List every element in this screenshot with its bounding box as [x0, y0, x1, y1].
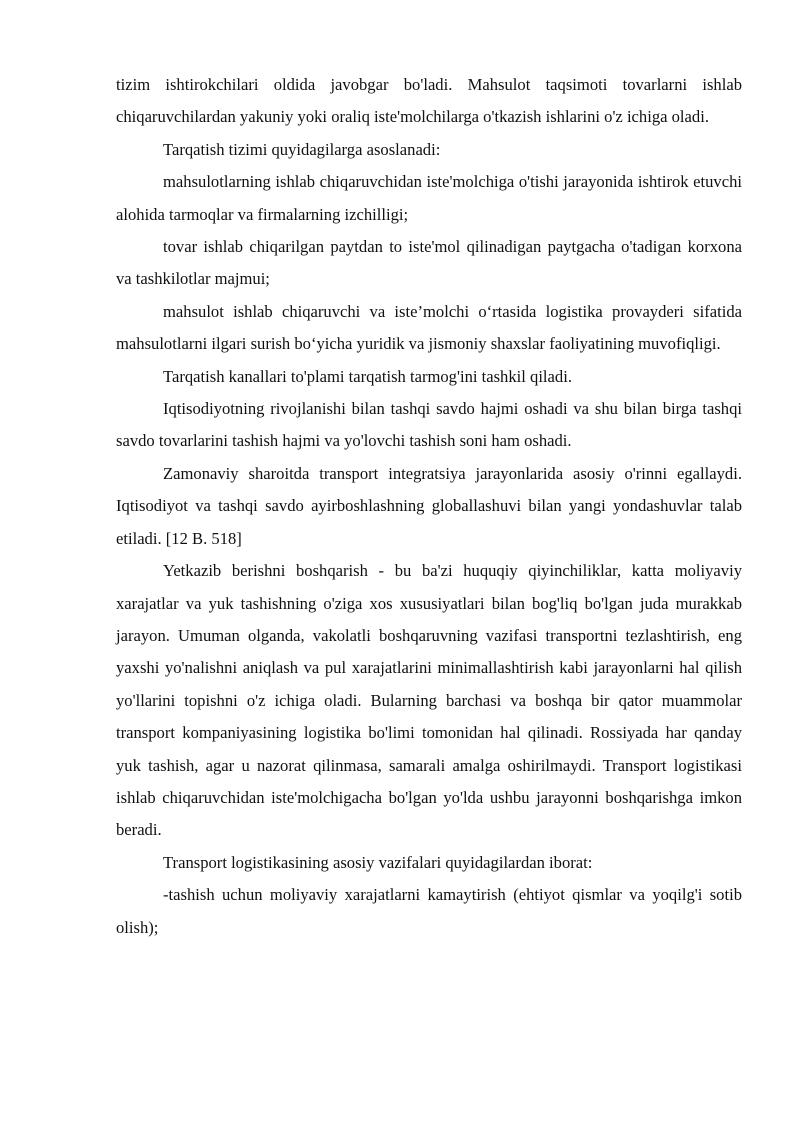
paragraph-3: mahsulotlarning ishlab chiqaruvchidan iste'molchiga o'tishi jarayonida ishtirok etuvchi alohida tarmoqlar va firmalarning izchilligi;	[116, 172, 742, 224]
paragraph-11: -tashish uchun moliyaviy xarajatlarni kamaytirish (ehtiyot qismlar va yoqilg'i sotib olish);	[116, 885, 742, 937]
paragraph-7: Iqtisodiyotning rivojlanishi bilan tashqi savdo hajmi oshadi va shu bilan birga tashqi savdo tovarlarini tashish hajmi va yo'lovchi tashish soni ham oshadi.	[116, 399, 742, 451]
paragraph-1: tizim ishtirokchilari oldida javobgar bo'ladi. Mahsulot taqsimoti tovarlarni ishlab chiqaruvchilardan yakuniy yoki oraliq iste'molchilarga o'tkazish ishlarini o'z ichiga oladi.	[116, 75, 742, 127]
document-page	[116, 69, 742, 944]
paragraph-6: Tarqatish kanallari to'plami tarqatish tarmog'ini tashkil qiladi.	[163, 366, 572, 386]
paragraph-10: Transport logistikasining asosiy vazifalari quyidagilardan iborat:	[163, 852, 593, 872]
paragraph-8: Zamonaviy sharoitda transport integratsiya jarayonlarida asosiy o'rinni egallaydi. Iqtisodiyot va tashqi savdo ayirboshlashning globallashuvi bilan yangi yondashuvlar talab etiladi. [12 B. 518]	[116, 463, 742, 548]
paragraph-5: mahsulot ishlab chiqaruvchi va iste’molchi o‘rtasida logistika provayderi sifatida mahsulotlarni ilgari surish bo‘yicha yuridik va jismoniy shaxslar faoliyatining muvofiqligi.	[116, 301, 742, 354]
paragraph-2: Tarqatish tizimi quyidagilarga asoslanadi:	[163, 139, 441, 159]
paragraph-4: tovar ishlab chiqarilgan paytdan to iste'mol qilinadigan paytgacha o'tadigan korxona va tashkilotlar majmui;	[116, 237, 742, 289]
paragraph-9: Yetkazib berishni boshqarish - bu ba'zi huquqiy qiyinchiliklar, katta moliyaviy xarajatlar va yuk tashishning o'ziga xos xususiyatlari bilan bog'liq bo'lgan juda murakkab jarayon. Umuman olganda, vakolatli boshqaruvning vazifasi transportni tezlashtirish, eng yaxshi yo'nalishni aniqlash va pul xarajatlarini minimallashtirish kabi jarayonlarni hal qilish yo'llarini topishni o'z ichiga oladi. Bularning barchasi va boshqa bir qator muammolar transport kompaniyasining logistika bo'limi tomonidan hal qilinadi. Rossiyada har qanday yuk tashish, agar u nazorat qilinmasa, samarali amalga oshirilmaydi. Transport logistikasi ishlab chiqaruvchidan iste'molchigacha bo'lgan yo'lda ushbu jarayonni boshqarishga imkon beradi.	[116, 561, 742, 840]
